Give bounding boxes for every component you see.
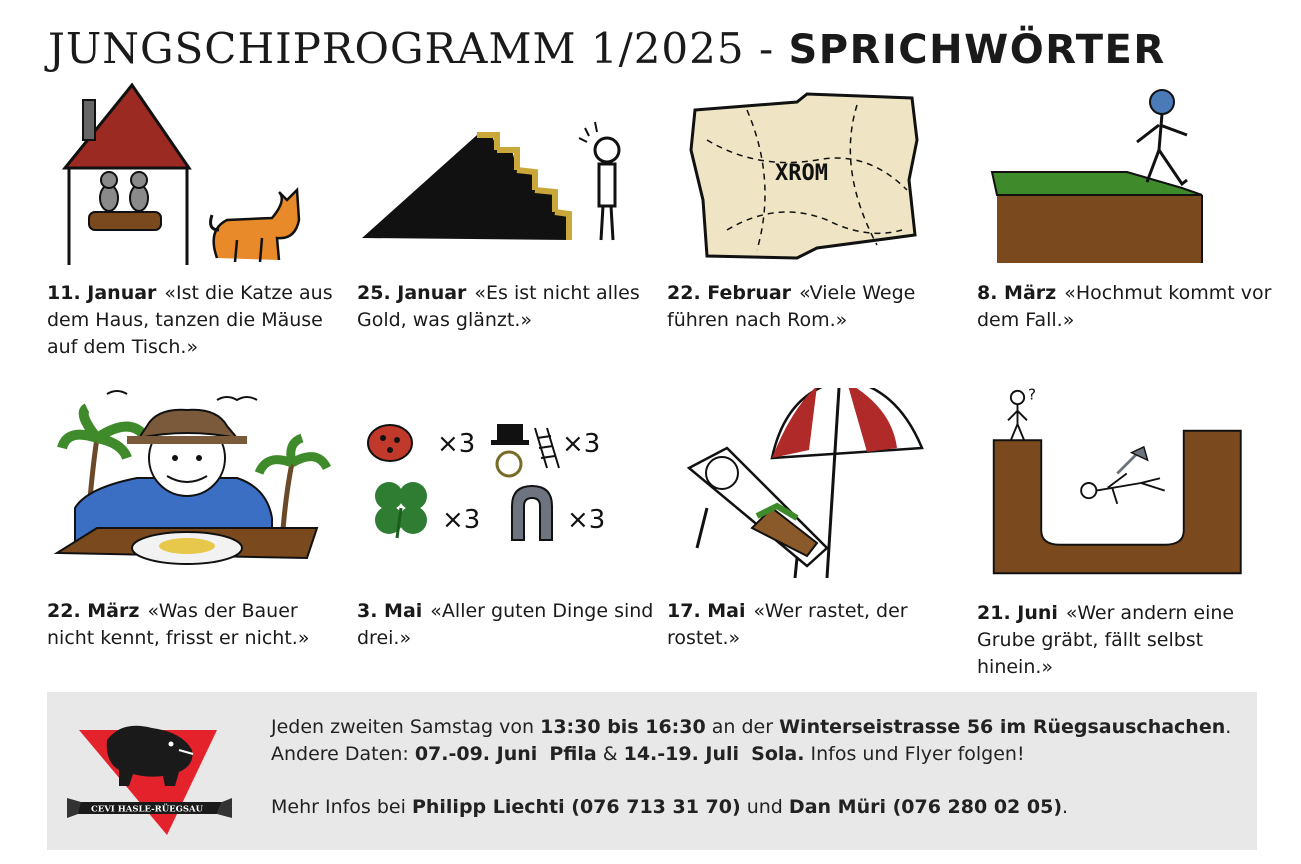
meeting-time: 13:30 bis 16:30 [540, 716, 706, 738]
farmer-eating-icon [47, 388, 337, 578]
cevi-logo [67, 710, 232, 835]
question-mark: ? [1027, 388, 1037, 404]
footer-line-schedule: Jeden zweiten Samstag von 13:30 bis 16:30 an der Winterseistrasse 56 im Rüegsauschachen. [271, 716, 1232, 738]
event-caption-6 [357, 598, 657, 652]
multiplier-3: ×3 [442, 505, 481, 535]
info-footer [47, 692, 1257, 850]
treasure-map-icon [667, 80, 957, 270]
title-light: JUNGSCHIPROGRAMM 1/2025 - [48, 24, 789, 73]
event-caption-3 [667, 280, 967, 334]
sola-label: Sola. [751, 743, 805, 765]
event-card-5 [47, 388, 347, 658]
event-card-3 [667, 80, 967, 370]
multiplier-2: ×3 [562, 429, 601, 459]
sunbed-umbrella-icon [667, 388, 957, 578]
footer-line-dates: Andere Daten: 07.-09. Juni Pfila & 14.-19. Juli Sola. Infos und Flyer folgen! [271, 743, 1025, 765]
event-card-1 [47, 80, 347, 370]
event-card-6 [357, 388, 657, 658]
pfila-label: Pfila [549, 743, 597, 765]
event-date-5: 22. März [47, 600, 140, 622]
event-caption-4 [977, 280, 1277, 334]
event-date-4: 8. März [977, 282, 1057, 304]
event-proverb-8: «Wer andern eine Grube gräbt, fällt selbst hinein.» [977, 602, 1235, 678]
event-caption-5 [47, 598, 347, 652]
gold-pile-icon [357, 80, 647, 270]
multiplier-4: ×3 [567, 505, 606, 535]
event-date-7: 17. Mai [667, 600, 746, 622]
event-date-8: 21. Juni [977, 602, 1058, 624]
event-proverb-1: «Ist die Katze aus dem Haus, tanzen die Mäuse auf dem Tisch.» [47, 282, 333, 358]
contact-dan: Dan Müri (076 280 02 05) [788, 796, 1063, 818]
event-card-4 [977, 80, 1277, 370]
event-date-2: 25. Januar [357, 282, 467, 304]
multiplier-1: ×3 [437, 429, 476, 459]
event-caption-2 [357, 280, 657, 334]
event-card-2 [357, 80, 657, 370]
event-card-8 [977, 388, 1277, 688]
event-card-7 [667, 388, 967, 658]
event-caption-7 [667, 598, 967, 652]
map-label: XROM [775, 161, 828, 186]
footer-line-contacts: Mehr Infos bei Philipp Liechti (076 713 31 70) und Dan Müri (076 280 02 05). [271, 796, 1069, 818]
house-cat-mice-icon [47, 80, 337, 270]
event-date-3: 22. Februar [667, 282, 792, 304]
lucky-charms-icon [357, 388, 647, 578]
sola-dates: 14.-19. Juli [623, 743, 740, 765]
event-proverb-5: «Was der Bauer nicht kennt, frisst er nicht.» [47, 600, 310, 649]
event-caption-8 [977, 600, 1277, 681]
title-bold: SPRICHWÖRTER [788, 27, 1166, 73]
event-proverb-4: «Hochmut kommt vor dem Fall.» [977, 282, 1272, 331]
contact-philipp: Philipp Liechti (076 713 31 70) [411, 796, 741, 818]
cliff-walker-icon [977, 80, 1267, 270]
event-proverb-2: «Es ist nicht alles Gold, was glänzt.» [357, 282, 640, 331]
event-date-1: 11. Januar [47, 282, 157, 304]
event-proverb-6: «Aller guten Dinge sind drei.» [357, 600, 654, 649]
logo-text: CEVI HASLE-RÜEGSAU [90, 804, 204, 815]
event-proverb-3: «Viele Wege führen nach Rom.» [667, 282, 916, 331]
event-caption-1 [47, 280, 347, 361]
meeting-place: Winterseistrasse 56 im Rüegsauschachen [779, 716, 1226, 738]
event-date-6: 3. Mai [357, 600, 423, 622]
page-title [48, 20, 1258, 78]
pit-digger-icon [977, 388, 1267, 578]
event-proverb-7: «Wer rastet, der rostet.» [667, 600, 908, 649]
pfila-dates: 07.-09. Juni [414, 743, 538, 765]
footer-text [271, 714, 1251, 821]
